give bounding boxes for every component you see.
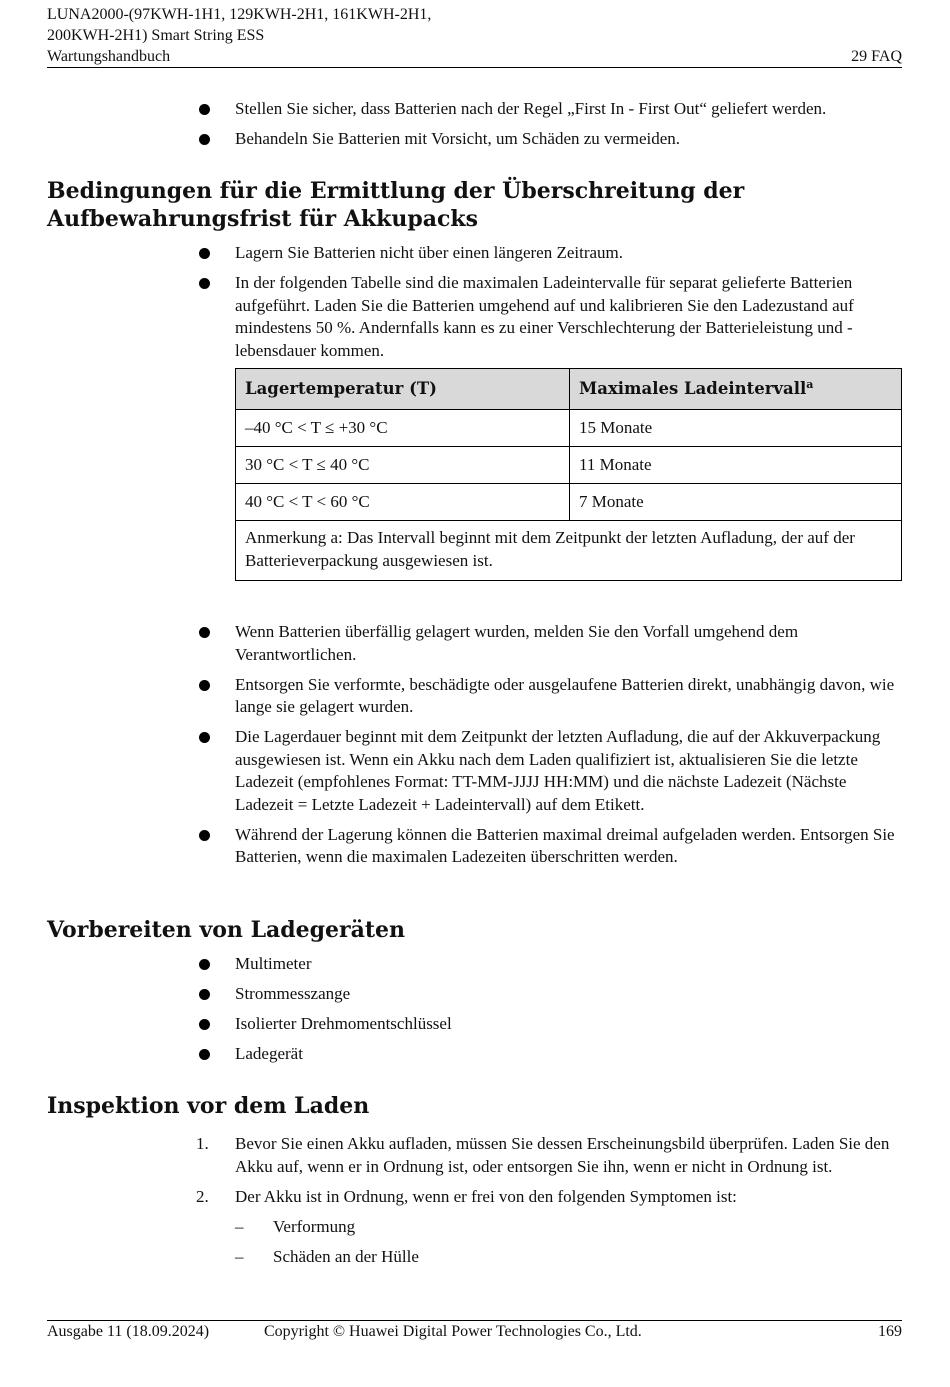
dash-marker: – — [235, 1246, 244, 1266]
table-cell-interval: 7 Monate — [570, 484, 902, 521]
bullet-icon — [199, 627, 210, 638]
sub-list-item: – Verformung — [196, 1216, 902, 1239]
list-item: Während der Lagerung können die Batterien maximal dreimal aufgeladen werden. Entsorgen Sie Batterien, wenn die maximalen Ladezeiten überschritten werden. — [196, 824, 902, 869]
bullet-icon — [199, 278, 210, 289]
table-cell-temperature: –40 °C < T ≤ +30 °C — [236, 410, 570, 447]
table-cell-temperature: 30 °C < T ≤ 40 °C — [236, 447, 570, 484]
table-note: Anmerkung a: Das Intervall beginnt mit dem Zeitpunkt der letzten Aufladung, der auf der Batterieverpackung ausgewiesen ist. — [236, 521, 902, 581]
bullet-icon — [199, 1019, 210, 1030]
list-item: Die Lagerdauer beginnt mit dem Zeitpunkt der letzten Aufladung, die auf der Akkuverpackung ausgewiesen ist. Wenn ein Akku nach dem Laden qualifiziert ist, aktualisieren Sie die letzte Ladezeit (empfohlenes Format: TT-MM-JJJJ HH:MM) und die nächste Ladezeit (Nächste Ladezeit = Letzte Ladezeit + Ladeintervall) auf dem Etikett. — [196, 726, 902, 816]
bullet-icon — [199, 1049, 210, 1060]
footnote-marker: a — [806, 377, 814, 391]
table-header-row — [236, 369, 902, 410]
sub-list-item: – Schäden an der Hülle — [196, 1246, 902, 1269]
header-title-line3: Wartungshandbuch — [47, 48, 171, 65]
list-item: 2. Der Akku ist in Ordnung, wenn er frei von den folgenden Symptomen ist: — [196, 1186, 902, 1209]
dash-marker: – — [235, 1216, 244, 1236]
page-header — [47, 4, 902, 67]
list-item: Strommesszange — [196, 983, 902, 1006]
bullet-icon — [199, 732, 210, 743]
equipment-bullet-list — [196, 953, 902, 1073]
charge-interval-table — [235, 368, 902, 581]
bullet-icon — [199, 134, 210, 145]
bullet-icon — [199, 680, 210, 691]
table-cell-interval: 15 Monate — [570, 410, 902, 447]
list-item: Behandeln Sie Batterien mit Vorsicht, um Schäden zu vermeiden. — [196, 128, 902, 151]
step-number: 2. — [196, 1186, 209, 1206]
section-heading-storage-conditions: Bedingungen für die Ermittlung der Überschreitung der Aufbewahrungsfrist für Akkupacks — [47, 178, 745, 232]
column-header-temperature: Lagertemperatur (T) — [236, 369, 570, 410]
table-cell-temperature: 40 °C < T < 60 °C — [236, 484, 570, 521]
overdue-bullet-list — [196, 621, 902, 876]
intro-bullet-list — [196, 98, 902, 158]
inspection-step-list — [196, 1133, 902, 1276]
table-row — [236, 410, 902, 447]
list-item: Stellen Sie sicher, dass Batterien nach der Regel „First In - First Out“ geliefert werden. — [196, 98, 902, 121]
bullet-icon — [199, 104, 210, 115]
list-item: Isolierter Drehmomentschlüssel — [196, 1013, 902, 1036]
bullet-icon — [199, 830, 210, 841]
header-chapter: 29 FAQ — [851, 48, 902, 65]
section-heading-inspection: Inspektion vor dem Laden — [47, 1093, 370, 1119]
table-row — [236, 447, 902, 484]
table-note-row — [236, 521, 902, 581]
section-heading-chargers: Vorbereiten von Ladegeräten — [47, 917, 406, 943]
footer-copyright: Copyright © Huawei Digital Power Technologies Co., Ltd. — [264, 1323, 642, 1340]
footer-page-number: 169 — [878, 1323, 902, 1340]
list-item: In der folgenden Tabelle sind die maximalen Ladeintervalle für separat gelieferte Batterien aufgeführt. Laden Sie die Batterien umgehend auf und kalibrieren Sie den Ladezustand auf mindestens 50 %. Andernfalls kann es zu einer Verschlechterung der Batterieleistung und -lebensdauer kommen. — [196, 272, 902, 362]
step-number: 1. — [196, 1134, 209, 1153]
header-title-line2: 200KWH-2H1) Smart String ESS — [47, 27, 265, 44]
list-item: Multimeter — [196, 953, 902, 976]
table-cell-interval: 11 Monate — [570, 447, 902, 484]
list-item: 1. Bevor Sie einen Akku aufladen, müssen Sie dessen Erscheinungsbild überprüfen. Laden Sie den Akku auf, wenn er in Ordnung ist, oder entsorgen Sie ihn, wenn er nicht in Ordnung ist. — [196, 1134, 890, 1176]
list-item: Wenn Batterien überfällig gelagert wurden, melden Sie den Vorfall umgehend dem Verantwortlichen. — [196, 621, 902, 666]
list-item: Lagern Sie Batterien nicht über einen längeren Zeitraum. — [196, 242, 902, 265]
column-header-interval: Maximales Ladeintervall$^a$ — [570, 369, 902, 410]
footer-edition: Ausgabe 11 (18.09.2024) — [47, 1323, 210, 1340]
storage-bullet-list — [196, 242, 902, 370]
table-row — [236, 484, 902, 521]
bullet-icon — [199, 959, 210, 970]
bullet-icon — [199, 248, 210, 259]
header-title-line1: LUNA2000-(97KWH-1H1, 129KWH-2H1, 161KWH-2H1, — [47, 6, 432, 23]
list-item: Ladegerät — [196, 1043, 902, 1066]
header-divider — [47, 67, 902, 68]
list-item: Entsorgen Sie verformte, beschädigte oder ausgelaufene Batterien direkt, unabhängig davon, wie lange sie gelagert wurden. — [196, 674, 902, 719]
bullet-icon — [199, 989, 210, 1000]
